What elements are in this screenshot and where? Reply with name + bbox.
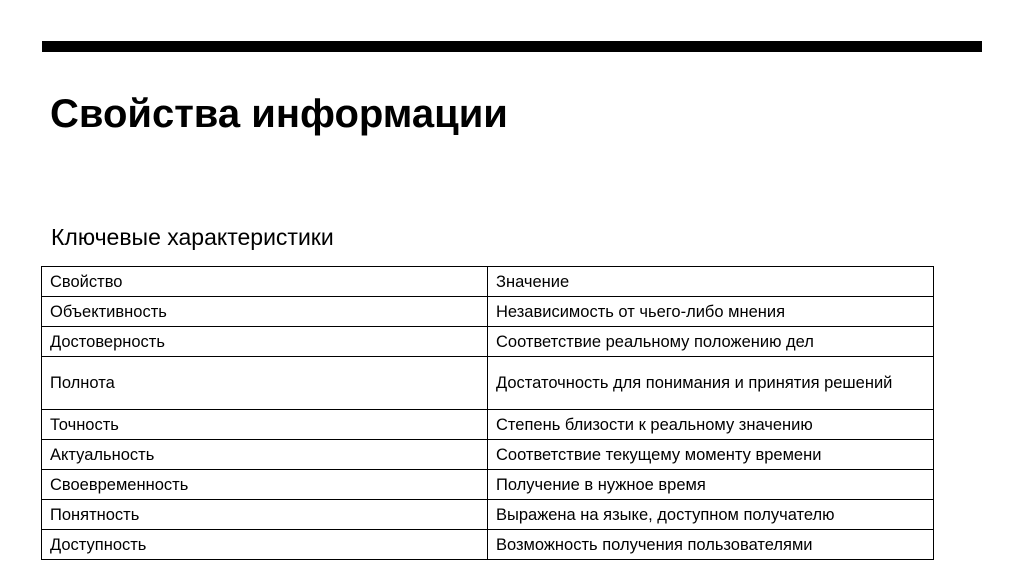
- top-accent-bar: [42, 41, 982, 52]
- table-row: [42, 500, 934, 530]
- value-cell: Соответствие реальному положению дел: [488, 327, 934, 357]
- properties-table: [41, 266, 934, 560]
- value-cell: Возможность получения пользователями: [488, 530, 934, 560]
- table-row: [42, 357, 934, 410]
- table-row: [42, 440, 934, 470]
- table-row: [42, 410, 934, 440]
- table-row: [42, 297, 934, 327]
- value-cell: Выражена на языке, доступном получателю: [488, 500, 934, 530]
- value-cell: Получение в нужное время: [488, 470, 934, 500]
- value-cell: Степень близости к реальному значению: [488, 410, 934, 440]
- property-cell: Доступность: [42, 530, 488, 560]
- table-row: [42, 470, 934, 500]
- table-row: [42, 530, 934, 560]
- header-cell-value: Значение: [488, 267, 934, 297]
- value-cell: Достаточность для понимания и принятия решений: [488, 357, 934, 410]
- header-cell-property: Свойство: [42, 267, 488, 297]
- property-cell: Понятность: [42, 500, 488, 530]
- table-row: [42, 327, 934, 357]
- value-cell: Соответствие текущему моменту времени: [488, 440, 934, 470]
- property-cell: Своевременность: [42, 470, 488, 500]
- property-cell: Точность: [42, 410, 488, 440]
- property-cell: Полнота: [42, 357, 488, 410]
- property-cell: Достоверность: [42, 327, 488, 357]
- slide-subtitle: Ключевые характеристики: [51, 224, 334, 250]
- property-cell: Актуальность: [42, 440, 488, 470]
- value-cell: Независимость от чьего-либо мнения: [488, 297, 934, 327]
- table-header-row: [42, 267, 934, 297]
- slide-title: Свойства информации: [50, 92, 508, 136]
- property-cell: Объективность: [42, 297, 488, 327]
